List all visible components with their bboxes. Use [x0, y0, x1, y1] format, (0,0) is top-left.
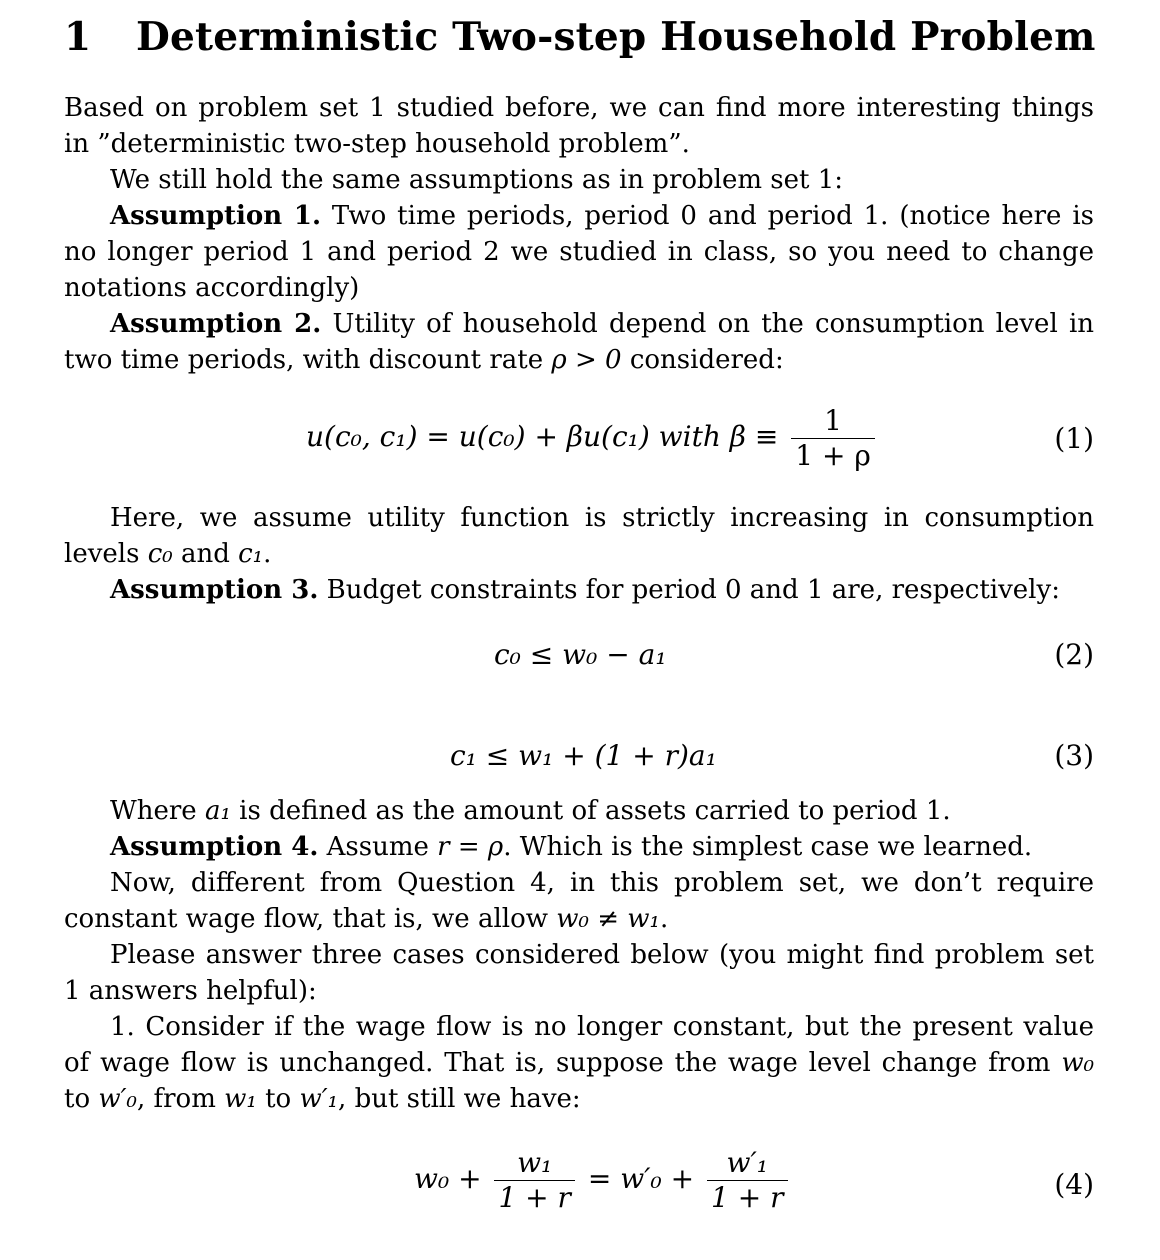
- case-1-from: , from: [136, 1084, 216, 1114]
- equation-1-body: [306, 404, 879, 473]
- assumption-2-math: ρ > 0: [551, 345, 622, 375]
- equation-4: [64, 1146, 1094, 1226]
- equation-1-numerator: 1: [791, 404, 875, 439]
- assumption-3: [64, 572, 1094, 608]
- equation-4-tag: (4): [1054, 1168, 1094, 1201]
- now-paragraph: [64, 865, 1094, 937]
- here-c0: c₀: [147, 539, 173, 569]
- equation-4-fraction-1: [494, 1146, 574, 1215]
- assumption-3-label: Assumption 3.: [110, 575, 319, 605]
- equation-4-term-1: w₀ +: [414, 1162, 482, 1195]
- equation-2: [64, 638, 1094, 698]
- now-math: w₀ ≠ w₁: [556, 904, 660, 934]
- equation-1-lhs: u(c₀, c₁) = u(c₀) + βu(c₁) with β ≡: [306, 420, 779, 453]
- section-title: Deterministic Two-step Household Problem: [136, 14, 1096, 60]
- here-text: Here, we assume utility function is strictly increasing in consumption levels: [64, 503, 1094, 569]
- please-text: Please answer three cases considered below (you might find problem set 1 answers helpful):: [64, 940, 1094, 1006]
- assumption-4-label: Assumption 4.: [110, 832, 319, 862]
- case-1-text-end: , but still we have:: [338, 1084, 581, 1114]
- where-text: Where: [110, 796, 197, 826]
- equation-4-fraction-2-denominator: 1 + r: [711, 1181, 784, 1214]
- case-1-w1: w₁: [224, 1084, 257, 1114]
- assumption-2-label: Assumption 2.: [110, 309, 322, 339]
- equation-4-fraction-2: [707, 1146, 787, 1215]
- where-math: a₁: [204, 796, 231, 826]
- assumption-4-text: Assume: [326, 832, 429, 862]
- equation-3: [64, 739, 1094, 799]
- case-1-to-2: to: [265, 1084, 292, 1114]
- please-paragraph: [64, 937, 1094, 1009]
- intro-paragraph: [64, 90, 1094, 162]
- equation-1: [64, 404, 1094, 472]
- assumption-2: [64, 306, 1094, 378]
- equation-1-fraction: [791, 404, 875, 473]
- still-hold-text: We still hold the same assumptions as in problem set 1:: [110, 165, 844, 195]
- equation-4-middle: = w′₀ +: [587, 1162, 695, 1195]
- assumption-2-text-end: considered:: [629, 345, 784, 375]
- now-text: Now, different from Question 4, in this problem set, we don’t require constant wage flow, that is, we allow: [64, 868, 1094, 934]
- here-paragraph: [64, 500, 1094, 572]
- assumption-1: [64, 198, 1094, 306]
- section-heading: [64, 14, 1096, 60]
- section-number: 1: [64, 14, 92, 60]
- equation-4-fraction-1-denominator: 1 + r: [498, 1181, 571, 1214]
- case-1-to-1: to: [64, 1084, 91, 1114]
- assumption-4-text-end: . Which is the simplest case we learned.: [503, 832, 1033, 862]
- assumption-1-label: Assumption 1.: [110, 201, 322, 231]
- here-and: and: [180, 539, 230, 569]
- case-1-w0-prime: w′₀: [98, 1084, 137, 1114]
- intro-text: Based on problem set 1 studied before, we can find more interesting things in ”deterministic two-step household problem”.: [64, 93, 1094, 159]
- assumption-1-text: Two time periods, period 0 and period 1. (notice here is no longer period 1 and period 2 we studied in class, so you need to change notations accordingly): [64, 201, 1094, 303]
- equation-4-fraction-2-numerator: w′₁: [707, 1146, 787, 1181]
- case-1-w0: w₀: [1061, 1048, 1095, 1078]
- assumption-2-text: Utility of household depend on the consumption level in two time periods, with discount rate: [64, 309, 1095, 375]
- assumption-3-text: Budget constraints for period 0 and 1 are, respectively:: [326, 575, 1060, 605]
- assumption-4: [64, 829, 1094, 865]
- equation-2-body: c₀ ≤ w₀ − a₁: [494, 638, 667, 671]
- where-text-end: is defined as the amount of assets carried to period 1.: [239, 796, 951, 826]
- case-1-text: 1. Consider if the wage flow is no longer constant, but the present value of wage flow is unchanged. That is, suppose the wage level change from: [64, 1012, 1094, 1078]
- equation-1-denominator: 1 + ρ: [795, 439, 871, 472]
- equation-2-tag: (2): [1054, 638, 1094, 671]
- assumption-4-math: r = ρ: [437, 832, 504, 862]
- equation-3-body: c₁ ≤ w₁ + (1 + r)a₁: [450, 739, 717, 772]
- where-paragraph: [64, 793, 1094, 829]
- here-end: .: [263, 539, 272, 569]
- now-end: .: [659, 904, 669, 934]
- here-c1: c₁: [238, 539, 264, 569]
- equation-4-body: [414, 1146, 792, 1215]
- equation-3-tag: (3): [1054, 739, 1094, 772]
- case-1-paragraph: [64, 1009, 1094, 1117]
- equation-4-fraction-1-numerator: w₁: [494, 1146, 574, 1181]
- equation-1-tag: (1): [1054, 422, 1094, 455]
- case-1-w1-prime: w′₁: [299, 1084, 339, 1114]
- still-hold-paragraph: [64, 162, 1094, 198]
